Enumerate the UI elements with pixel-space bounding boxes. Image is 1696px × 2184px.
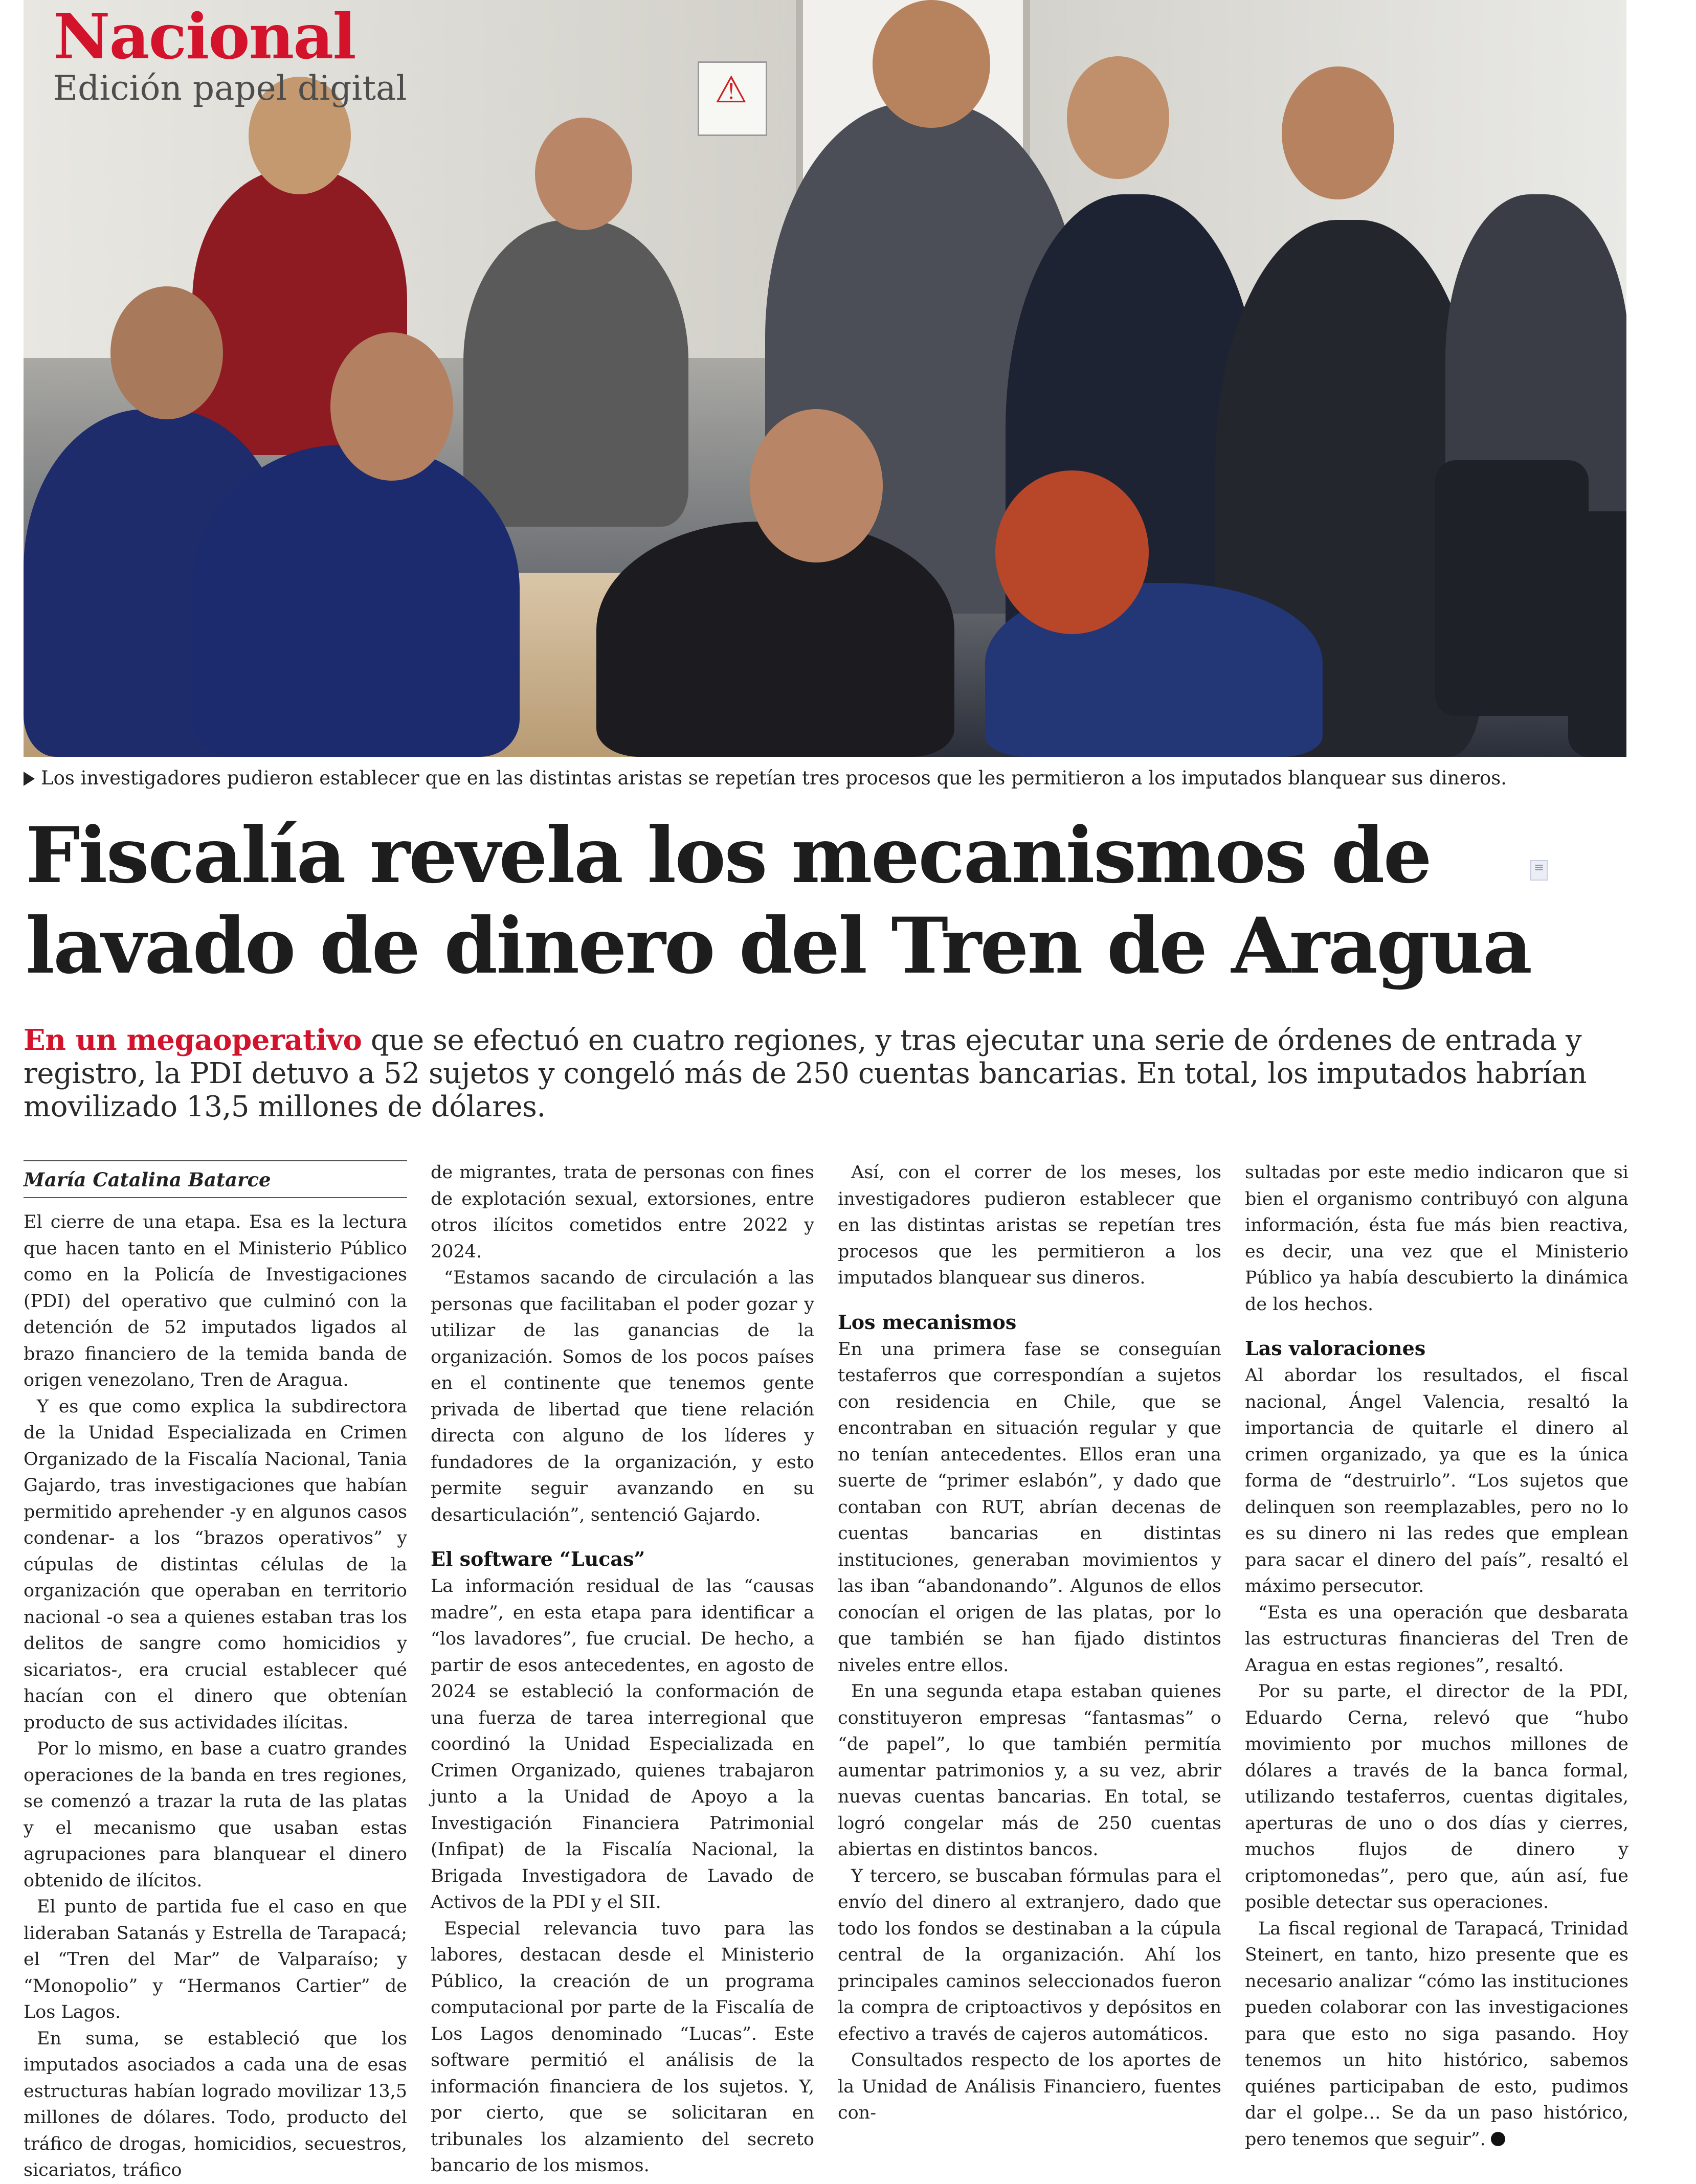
photo-chair (1435, 460, 1589, 716)
end-mark-icon (1491, 2132, 1505, 2146)
photo-person (596, 522, 954, 757)
article-column-3 (838, 1160, 1221, 2127)
photo-person-head (995, 470, 1149, 634)
photo-person-head (110, 286, 223, 419)
body-paragraph: Al abordar los resultados, el fiscal nacional, Ángel Valencia, resaltó la importancia de quitarle el dinero al crimen organizado, ya que es la única forma de “destruirlo”. “Los sujetos que delinquen son reemplazables, pero no lo es su dinero ni las redes que emplean para sacar el dinero del país”, resaltó el máximo persecutor. (1245, 1365, 1628, 1596)
body-paragraph-text: La fiscal regional de Tarapacá, Trinidad Steinert, en tanto, hizo presente que es necesario analizar “cómo las instituciones pueden colaborar con las investigaciones para que esto no siga pasando. Hoy tenemos un hito histórico, sabemos quiénes participaban de esto, pudimos dar el golpe… Se da un paso histórico, pero tenemos que seguir”. (1245, 1918, 1628, 2150)
article-column-1 (24, 1160, 407, 2184)
note-icon[interactable] (1530, 860, 1548, 881)
subheading: Los mecanismos (838, 1310, 1017, 1334)
body-paragraph: Especial relevancia tuvo para las labores, destacan desde el Ministerio Público, la creación de un programa computacional por parte de la Fiscalía de Los Lagos denominado “Lucas”. Este software permitió el análisis de la información financiera de los sujetos. Y, por cierto, que se solicitaran en tribunales los alzamiento del secreto bancario de los mismos. (431, 1918, 814, 2176)
body-paragraph: Consultados respecto de los aportes de la Unidad de Análisis Financiero, fuentes con- (838, 2050, 1221, 2123)
section-subtitle: Edición papel digital (53, 69, 407, 108)
photo-person-head (535, 118, 632, 230)
body-paragraph: sultadas por este medio indicaron que si bien el organismo contribuyó con alguna información, ésta fue más bien reactiva, es decir, una vez que el Ministerio Público ya había descubierto la dinámica de los hechos. (1245, 1162, 1628, 1315)
photo-person-head (330, 332, 453, 481)
body-paragraph: Y tercero, se buscaban fórmulas para el envío del dinero al extranjero, dado que todo los fondos se destinaban a la cúpula central de la organización. Ahí los principales caminos seleccionados fueron la compra de criptoactivos y depósitos en efectivo a través de cajeros automáticos. (838, 1865, 1221, 2044)
photo-caption-text: Los investigadores pudieron establecer que en las distintas aristas se repetían tres procesos que les permitieron a los imputados blanquear sus dineros. (41, 767, 1507, 789)
photo-person-head (1282, 66, 1394, 199)
body-paragraph: “Estamos sacando de circulación a las personas que facilitaban el poder gozar y utilizar de las ganancias de la organización. Somos de los pocos países en el continente que tenemos gente privada de libertad que tiene relación directa con alguno de los líderes y fundadores de la organización, y esto permite seguir avanzando en su desarticulación”, sentenció Gajardo. (431, 1268, 814, 1525)
body-paragraph: En una primera fase se conseguían testaferros que correspondían a sujetos con residencia en Chile, que se encontraban en situación regular y que no tenían antecedentes. Ellos eran una suerte de “primer eslabón”, y dado que contaban con RUT, abrían decenas de cuentas bancarias en distintas instituciones, generaban movimientos y las iban “abandonando”. Algunos de ellos conocían el origen de las platas, por lo que también se han fijado distintos niveles entre ellos. (838, 1339, 1221, 1676)
body-paragraph: de migrantes, trata de personas con fines de explotación sexual, extorsiones, entre otros ilícitos cometidos entre 2022 y 2024. (431, 1162, 814, 1262)
warning-sign-icon (698, 61, 767, 136)
photo-chair (1568, 511, 1626, 757)
article-column-2 (431, 1160, 814, 2179)
lead-paragraph (24, 1024, 1635, 1124)
body-paragraph (1245, 1916, 1628, 2153)
section-title: Nacional (53, 0, 355, 73)
body-paragraph: Por su parte, el director de la PDI, Eduardo Cerna, relevó que “hubo movimiento por muchos millones de dólares a través de la banca formal, utilizando testaferros, cuentas digitales, aperturas de uno o dos días y cierres, muchos flujos de dinero y criptomonedas”, pero que, aún así, fue posible detectar sus operaciones. (1245, 1681, 1628, 1912)
photo-caption (24, 767, 1630, 790)
headline: Fiscalía revela los mecanismos de lavado de dinero del Tren de Aragua (26, 810, 1531, 991)
byline: María Catalina Batarce (24, 1160, 407, 1198)
lead-kicker: En un megaoperativo (24, 1023, 362, 1057)
article-column-4 (1245, 1160, 1628, 2153)
body-paragraph: Así, con el correr de los meses, los investigadores pudieron establecer que en las distintas aristas se repetían tres procesos que les permitieron a los imputados blanquear sus dineros. (838, 1162, 1221, 1288)
photo-person-head (750, 409, 883, 562)
article-photo (24, 0, 1626, 757)
body-paragraph: “Esta es una operación que desbarata las estructuras financieras del Tren de Aragua en estas regiones”, resaltó. (1245, 1602, 1628, 1676)
body-paragraph: Y es que como explica la subdirectora de la Unidad Especializada en Crimen Organizado de la Fiscalía Nacional, Tania Gajardo, tras investigaciones que habían permitido aprehender -y en algunos casos condenar- a los “brazos operativos” y cúpulas de distintas células de la organización que operaban en territorio nacional -o sea a quienes estaban tras los delitos de sangre como homicidios y sicariatos-, era crucial establecer qué hacían con el dinero que obtenían producto de sus actividades ilícitas. (24, 1396, 407, 1733)
subheading: El software “Lucas” (431, 1547, 645, 1570)
photo-person-head (873, 0, 990, 128)
body-paragraph: En suma, se estableció que los imputados asociados a cada una de esas estructuras habían logrado movilizar 13,5 millones de dólares. Todo, producto del tráfico de drogas, homicidios, secuestros, sicariatos, tráfico (24, 2028, 407, 2180)
caption-triangle-icon (24, 772, 35, 786)
photo-person-head (1067, 56, 1169, 179)
subheading: Las valoraciones (1245, 1337, 1426, 1360)
photo-person (192, 445, 520, 757)
body-paragraph: En una segunda etapa estaban quienes constituyeron empresas “fantasmas” o “de papel”, lo que también permitía aumentar patrimonios y, a su vez, abrir nuevas cuentas bancarias. En total, se logró congelar más de 250 cuentas abiertas en distintos bancos. (838, 1681, 1221, 1860)
lead-text: que se efectuó en cuatro regiones, y tras ejecutar una serie de órdenes de entrada y registro, la PDI detuvo a 52 sujetos y congeló más de 250 cuentas bancarias. En total, los imputados habrían movilizado 13,5 millones de dólares. (24, 1024, 1587, 1123)
body-paragraph: El cierre de una etapa. Esa es la lectura que hacen tanto en el Ministerio Público como en la Policía de Investigaciones (PDI) del operativo que culminó con la detención de 52 imputados ligados al brazo financiero de la temida banda de origen venezolano, Tren de Aragua. (24, 1212, 407, 1390)
body-paragraph: El punto de partida fue el caso en que lideraban Satanás y Estrella de Tarapacá; el “Tren del Mar” de Valparaíso; y “Monopolio” y “Hermanos Cartier” de Los Lagos. (24, 1897, 407, 2022)
photo-person (463, 220, 688, 527)
body-paragraph: La información residual de las “causas madre”, en esta etapa para identificar a “los lavadores”, fue crucial. De hecho, a partir de esos antecedentes, en agosto de 2024 se estableció la conformación de una fuerza de tarea interregional que coordinó la Unidad Especializada en Crimen Organizado, quienes trabajaron junto a la Unidad de Apoyo a la Investigación Financiera Patrimonial (Infipat) de la Fiscalía Nacional, la Brigada Investigadora de Lavado de Activos de la PDI y el SII. (431, 1576, 814, 1912)
body-paragraph: Por lo mismo, en base a cuatro grandes operaciones de la banda en tres regiones, se comenzó a trazar la ruta de las platas y el mecanismo que usaban estas agrupaciones para blanquear el dinero obtenido de ilícitos. (24, 1739, 407, 1891)
